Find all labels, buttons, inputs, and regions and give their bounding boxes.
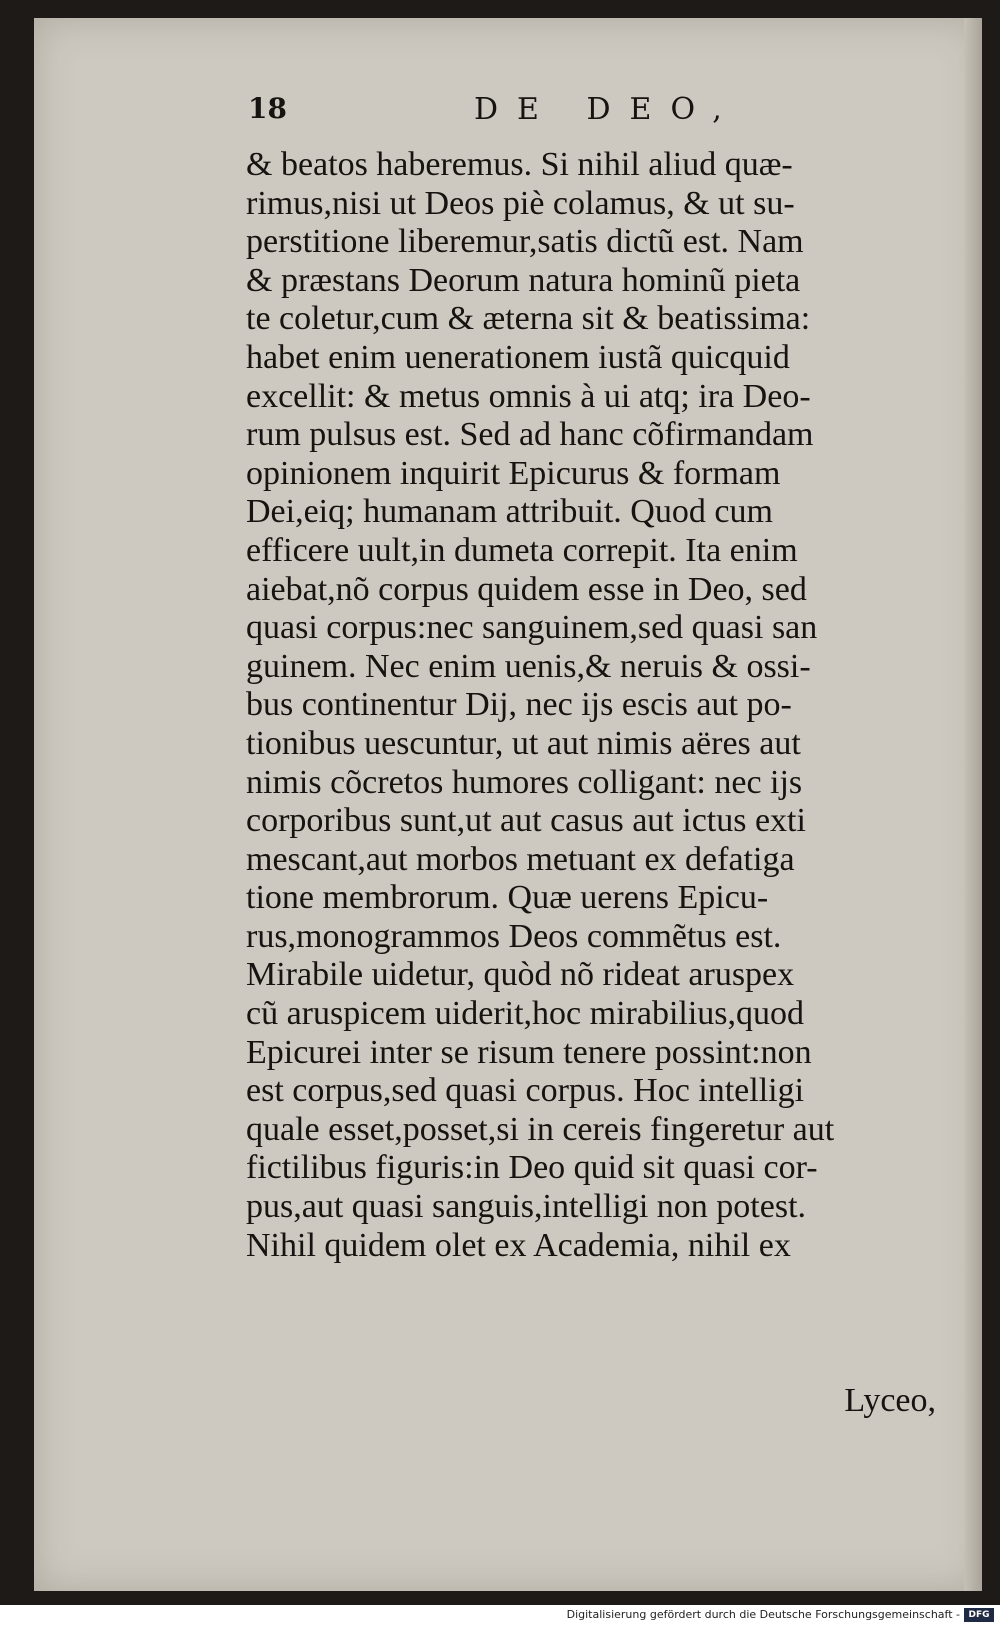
text-line: Dei,eiq; humanam attribuit. Quod cum [246, 493, 773, 531]
text-line: rimus,nisi ut Deos piè colamus, & ut su- [246, 184, 795, 222]
page-edge [964, 18, 982, 1591]
text-line: excellit: & metus omnis à ui atq; ira Deo- [246, 377, 811, 415]
text-line: fictilibus figuris:in Deo quid sit quasi cor- [246, 1149, 818, 1187]
folio-number: 18 [248, 92, 287, 125]
text-line: quasi corpus:nec sanguinem,sed quasi san [246, 609, 818, 647]
text-line: corporibus sunt,ut aut casus aut ictus exti [246, 802, 806, 840]
text-line: bus continentur Dij, nec ijs escis aut po- [246, 686, 792, 724]
text-line: perstitione liberemur,satis dictũ est. Nam [246, 223, 804, 261]
text-line: quale esset,posset,si in cereis fingeretur aut [246, 1110, 835, 1148]
text-line: efficere uult,in dumeta correpit. Ita enim [246, 531, 798, 569]
text-line: guinem. Nec enim uenis,& neruis & ossi- [246, 647, 811, 685]
text-line: rus,monogrammos Deos commẽtus est. [246, 917, 782, 955]
catchword: Lyceo, [844, 1382, 936, 1419]
page-header [248, 92, 768, 136]
digitization-footer [0, 1605, 1000, 1626]
text-line: Nihil quidem olet ex Academia, nihil ex [246, 1226, 791, 1264]
text-line: & beatos haberemus. Si nihil aliud quæ- [246, 146, 793, 183]
text-line: opinionem inquirit Epicurus & formam [246, 454, 781, 492]
text-line: tione membrorum. Quæ uerens Epicu- [246, 879, 769, 917]
text-line: Epicurei inter se risum tenere possint:non [246, 1033, 812, 1071]
text-line: mescant,aut morbos metuant ex defatiga [246, 840, 795, 878]
text-line: rum pulsus est. Sed ad hanc cõfirmandam [246, 416, 814, 454]
running-head: DE DEO, [474, 92, 741, 127]
text-line: aiebat,nõ corpus quidem esse in Deo, sed [246, 570, 807, 608]
text-line: habet enim uenerationem iustã quicquid [246, 338, 790, 376]
text-line: cũ aruspicem uiderit,hoc mirabilius,quod [246, 995, 805, 1033]
text-line: pus,aut quasi sanguis,intelligi non potest. [246, 1188, 807, 1226]
text-line: tionibus uescuntur, ut aut nimis aëres aut [246, 724, 801, 762]
body-text [246, 146, 936, 1419]
text-line: Mirabile uidetur, quòd nõ rideat aruspex [246, 956, 795, 994]
text-line: est corpus,sed quasi corpus. Hoc intelligi [246, 1072, 805, 1110]
text-line: & præstans Deorum natura hominũ pieta [246, 261, 801, 299]
text-line: te coletur,cum & æterna sit & beatissima: [246, 300, 811, 338]
text-line: nimis cõcretos humores colligant: nec ijs [246, 763, 803, 801]
dfg-logo: DFG [964, 1608, 994, 1622]
funding-credit: Digitalisierung gefördert durch die Deutsche Forschungsgemeinschaft - [566, 1608, 960, 1621]
